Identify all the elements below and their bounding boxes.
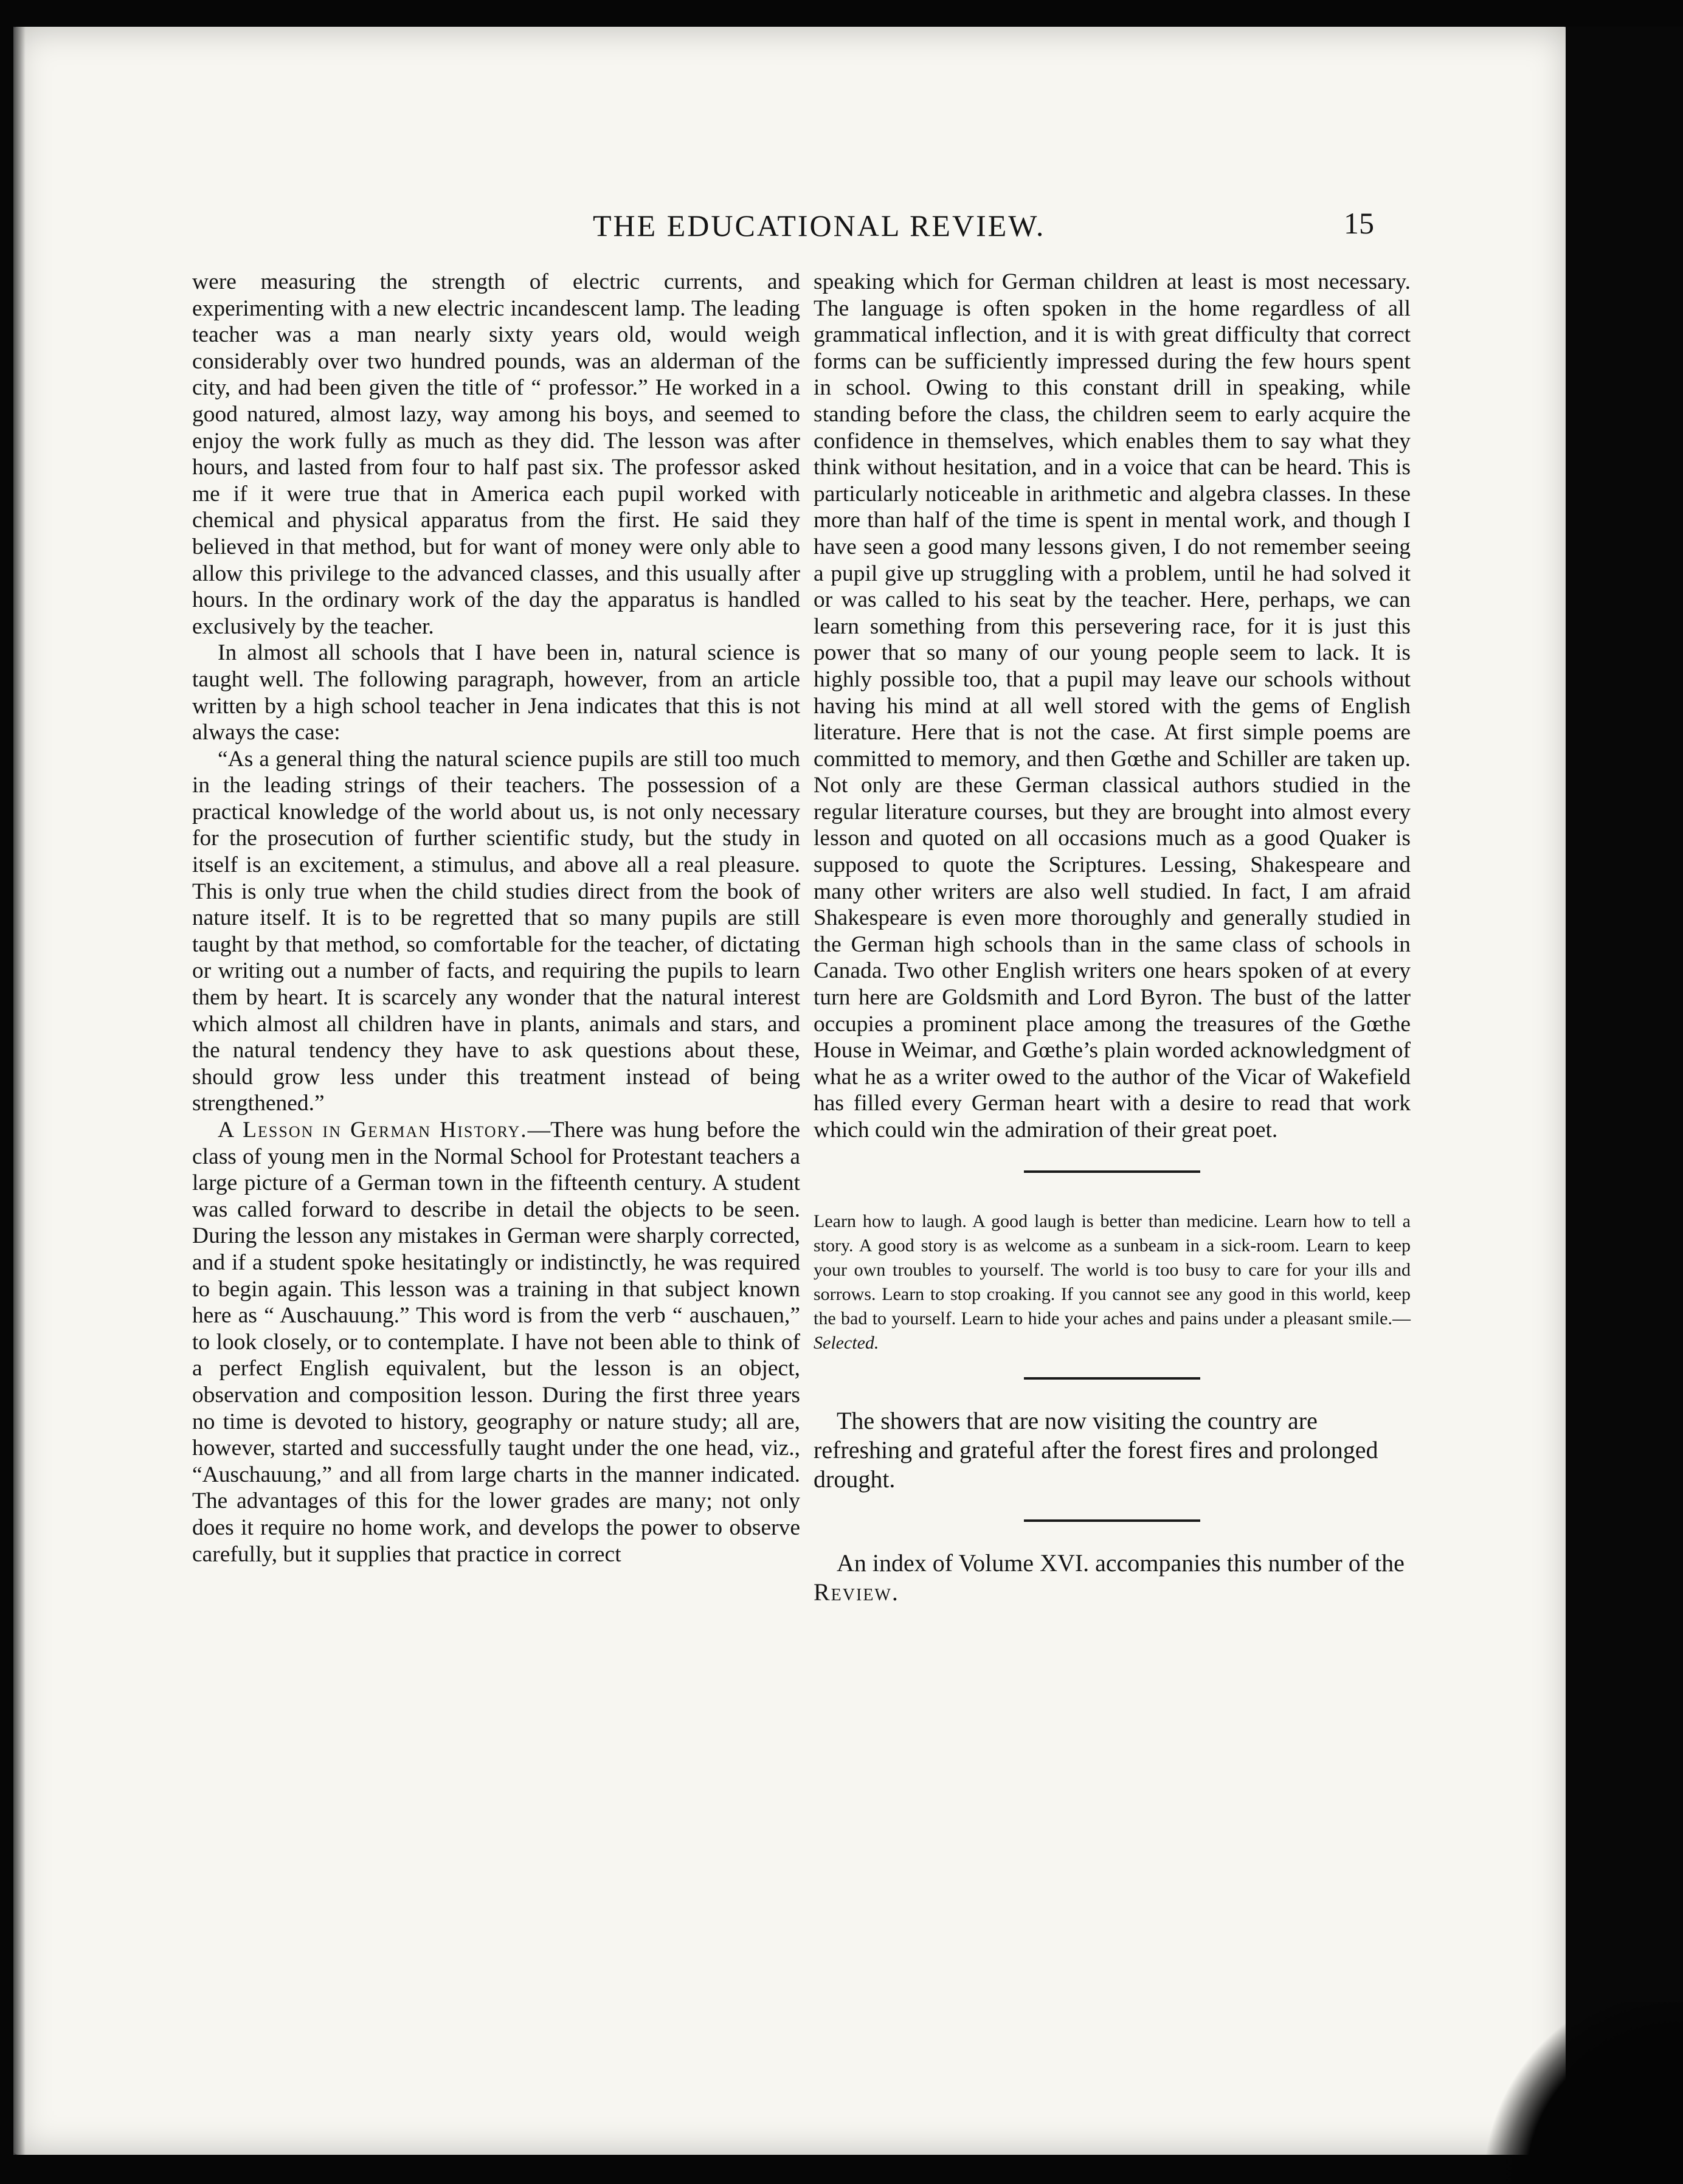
right-column [814, 269, 1411, 1607]
corner-vignette [1464, 2002, 1683, 2184]
paragraph [192, 1117, 800, 1567]
left-column [192, 269, 800, 1567]
page-header [0, 208, 1683, 257]
right-margin-shadow [1566, 27, 1683, 2184]
review-name: Review. [814, 1578, 899, 1606]
running-title: THE EDUCATIONAL REVIEW. [593, 209, 1046, 243]
paragraph: In almost all schools that I have been in, natural science is taught well. The following paragraph, however, from an article written by a high school teacher in Jena indicates that this is not always the case: [192, 640, 800, 745]
page-number: 15 [1344, 206, 1374, 240]
paragraph-text: —There was hung before the class of young men in the Normal School for Protestant teachers a large picture of a German town in the fifteenth century. A student was called forward to describe in detail the objects to be seen. During the lesson any mistakes in German were sharply corrected, and if a student spoke hesitatingly or indistinctly, he was required to begin again. This lesson was a training in that subject known here as “ Auschauung.” This word is from the verb “ auschauen,” to look closely, or to contemplate. I have not been able to think of a perfect English equivalent, but the lesson is an object, observation and composition lesson. During the first three years no time is devoted to history, geography or nature study; all are, however, started and successfully taught under the one head, viz., “Auschauung,” and all from large charts in the manner indicated. The advantages of this for the lower grades are many; not only does it require no home work, and develops the power to observe carefully, but it supplies that practice in correct [192, 1118, 800, 1567]
divider-rule [1024, 1519, 1200, 1522]
note-showers: The showers that are now visiting the country are refreshing and grateful after the forest fires and prolonged drought. [814, 1406, 1378, 1493]
editorial-note [814, 1549, 1411, 1607]
quotation-paragraph: “As a general thing the natural science pupils are still too much in the leading strings of their teachers. The possession of a practical knowledge of the world about us, is not only necessary for the prosecution of further scientific study, but the study in itself is an excitement, a stimulus, and above all a real pleasure. This is only true when the child studies direct from the book of nature itself. It is to be regretted that so many pupils are still taught by that method, so comfortable for the teacher, of dictating or writing out a number of facts, and requiring the pupils to learn them by heart. It is scarcely any wonder that the natural interest which almost all children have in plants, animals and stars, and the natural tendency they have to ask questions about these, should grow less under this treatment instead of being strengthened.” [192, 746, 800, 1116]
section-heading: A Lesson in German History. [218, 1118, 528, 1142]
selected-excerpt [814, 1209, 1411, 1355]
excerpt-source: Selected. [814, 1332, 879, 1353]
note-index [814, 1549, 1411, 1607]
page-edge-shadow [13, 27, 26, 2155]
divider-rule [1024, 1377, 1200, 1380]
excerpt-text [814, 1209, 1411, 1355]
excerpt-body: Learn how to laugh. A good laugh is better than medicine. Learn how to tell a story. A good story is as welcome as a sunbeam in a sick-room. Learn to keep your own troubles to yourself. The world is too busy to care for your ills and sorrows. Learn to stop croaking. If you cannot see any good in this world, keep the bad to yourself. Learn to hide your aches and pains under a pleasant smile.— [814, 1211, 1411, 1329]
divider-rule [1024, 1170, 1200, 1173]
paragraph: were measuring the strength of electric currents, and experimenting with a new electric incandescent lamp. The leading teacher was a man nearly sixty years old, would weigh considerably over two hundred pounds, was an alderman of the city, and had been given the title of “ professor.” He worked in a good natured, almost lazy, way among his boys, and seemed to enjoy the work fully as much as they did. The lesson was after hours, and lasted from four to half past six. The professor asked me if it were true that in America each pupil worked with chemical and physical apparatus from the first. He said they believed in that method, but for want of money were only able to allow this privilege to the advanced classes, and this usually after hours. In the ordinary work of the day the apparatus is handled exclusively by the teacher. [192, 269, 800, 639]
note-index-text: An index of Volume XVI. accompanies this number of the [837, 1549, 1405, 1577]
paragraph: speaking which for German children at least is most necessary. The language is often spoken in the home regardless of all grammatical inflection, and it is with great difficulty that correct forms can be sufficiently impressed during the few hours spent in school. Owing to this constant drill in speaking, while standing before the class, the children seem to early acquire the confidence in themselves, which enables them to say what they think without hesitation, and in a voice that can be heard. This is particularly noticeable in arithmetic and algebra classes. In these more than half of the time is spent in mental work, and though I have seen a good many lessons given, I do not remember seeing a pupil give up struggling with a problem, until he had solved it or was called to his seat by the teacher. Here, perhaps, we can learn something from this persevering race, for it is just this power that so many of our young people seem to lack. It is highly possible too, that a pupil may leave our schools without having his mind at all well stored with the gems of English literature. Here that is not the case. At first simple poems are committed to memory, and then Gœthe and Schiller are taken up. Not only are these German classical authors studied in the regular literature courses, but they are brought into almost every lesson and quoted on all occasions much as a good Quaker is supposed to quote the Scriptures. Lessing, Shakespeare and many other writers are also well studied. In fact, I am afraid Shakespeare is even more thoroughly and generally studied in the German high schools than in the same class of schools in Canada. Two other English writers one hears spoken of at every turn here are Goldsmith and Lord Byron. The bust of the latter occupies a prominent place among the treasures of the Gœthe House in Weimar, and Gœthe’s plain worded acknowledgment of what he as a writer owed to the author of the Vicar of Wakefield has filled every German heart with a desire to read that work which could win the admiration of their great poet. [814, 269, 1411, 1142]
editorial-note [814, 1406, 1411, 1494]
